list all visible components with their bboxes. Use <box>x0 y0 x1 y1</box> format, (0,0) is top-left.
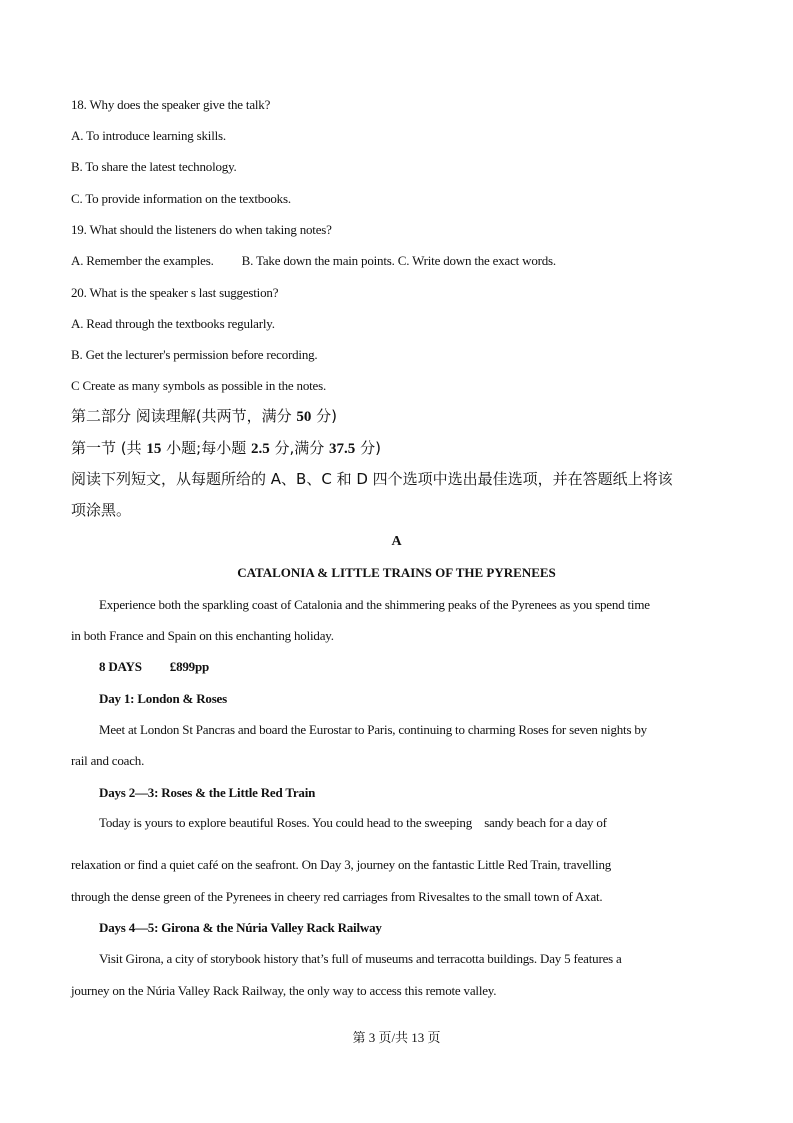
question-20-option-a: A. Read through the textbooks regularly. <box>71 316 275 331</box>
day23-line-3: through the dense green of the Pyrenees in cheery red carriages from Rivesaltes to the small town of Axat. <box>71 889 603 904</box>
question-19-option-b: B. Take down the main points. <box>241 253 395 268</box>
question-20-stem: 20. What is the speaker s last suggestion? <box>71 285 279 300</box>
part2-heading: 第二部分 阅读理解(共两节，满分 50 分) <box>71 407 338 425</box>
price: £899pp <box>169 659 210 674</box>
question-19-option-a: A. Remember the examples. <box>71 253 214 268</box>
day23-heading: Days 2—3: Roses & the Little Red Train <box>99 785 316 800</box>
day45-heading: Days 4—5: Girona & the Núria Valley Rack Railway <box>99 920 382 935</box>
question-18-option-a: A. To introduce learning skills. <box>71 128 226 143</box>
question-18-stem: 18. Why does the speaker give the talk? <box>71 97 271 112</box>
section1-heading: 第一节 (共 15 小题;每小题 2.5 分,满分 37.5 分) <box>71 439 381 457</box>
question-19-option-c: C. Write down the exact words. <box>397 253 556 268</box>
day1-line-2: rail and coach. <box>71 753 145 768</box>
page-number: 第 3 页/共 13 页 <box>352 1030 441 1045</box>
passage-letter: A <box>391 534 402 549</box>
question-19-stem: 19. What should the listeners do when taking notes? <box>71 222 332 237</box>
question-20-option-c: C Create as many symbols as possible in the notes. <box>71 378 327 393</box>
day1-line-1: Meet at London St Pancras and board the Eurostar to Paris, continuing to charming Roses for seven nights by <box>99 722 647 737</box>
instruction-line-2: 项涂黑。 <box>71 501 132 519</box>
question-20-option-b: B. Get the lecturer's permission before recording. <box>71 347 318 362</box>
question-18-option-c: C. To provide information on the textbooks. <box>71 191 291 206</box>
instruction-line-1: 阅读下列短文，从每题所给的 A、B、C 和 D 四个选项中选出最佳选项，并在答题纸上将该 <box>71 470 673 488</box>
question-19-options <box>71 253 556 269</box>
question-18-option-b: B. To share the latest technology. <box>71 159 237 174</box>
day23-line-2: relaxation or find a quiet café on the seafront. On Day 3, journey on the fantastic Little Red Train, travelling <box>71 857 612 872</box>
passage-title: CATALONIA & LITTLE TRAINS OF THE PYRENEES <box>237 565 556 580</box>
day23-line-1: Today is yours to explore beautiful Roses. You could head to the sweeping sandy beach for a day of <box>99 815 607 830</box>
duration-price <box>99 659 209 675</box>
intro-line-2: in both France and Spain on this enchanting holiday. <box>71 628 334 643</box>
day45-line-1: Visit Girona, a city of storybook history that’s full of museums and terracotta buildings. Day 5 features a <box>99 951 622 966</box>
intro-line-1: Experience both the sparkling coast of Catalonia and the shimmering peaks of the Pyrenees as you spend time <box>99 597 650 612</box>
day1-heading: Day 1: London & Roses <box>99 691 227 706</box>
day45-line-2: journey on the Núria Valley Rack Railway, the only way to access this remote valley. <box>71 983 497 998</box>
duration: 8 DAYS <box>99 659 142 674</box>
